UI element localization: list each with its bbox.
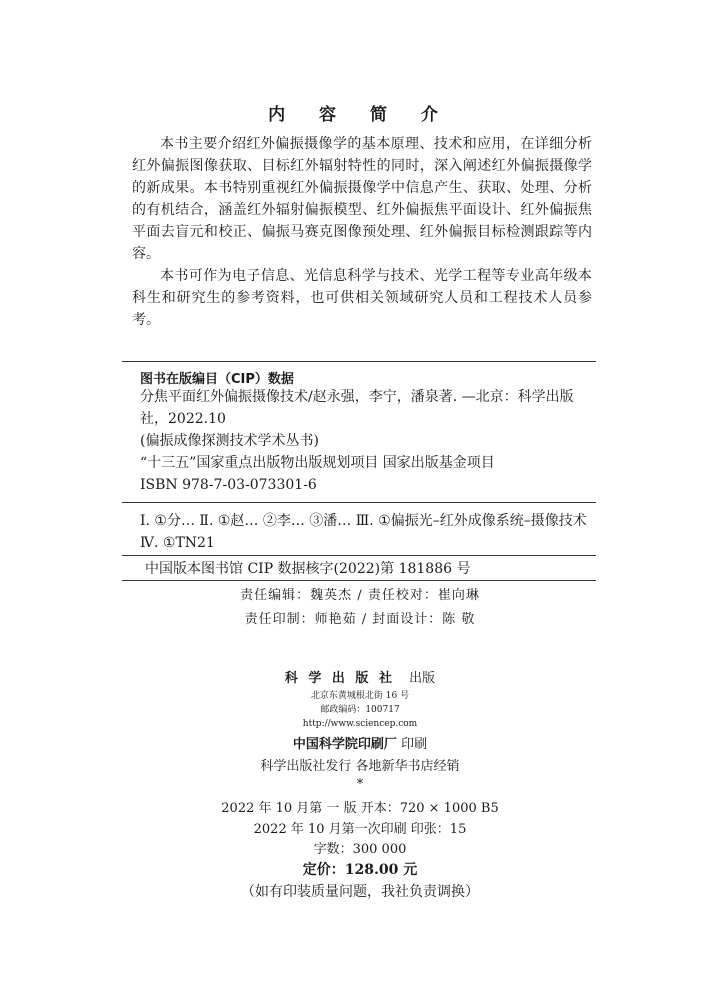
price-line: 定价：128.00 元 xyxy=(302,862,418,878)
printing-line: 2022 年 10 月第一次印刷 印张：15 xyxy=(253,822,467,837)
cip-series: (偏振成像探测技术学术丛书) xyxy=(140,433,319,449)
cip-bibliographic-line: 分焦平面红外偏振摄像技术/赵永强，李宁，潘泉著. —北京：科学出版社，2022.10 xyxy=(140,389,574,427)
cip-number: 中国版本图书馆 CIP 数据核字(2022)第 181886 号 xyxy=(145,561,471,577)
distribution-line: 科学出版社发行 各地新华书店经销 xyxy=(260,759,460,774)
cip-top-divider xyxy=(122,361,596,362)
cip-isbn: ISBN 978-7-03-073301-6 xyxy=(140,477,317,493)
printer-name: 中国科学院印刷厂 xyxy=(292,737,397,752)
intro-paragraph-1: 本书主要介绍红外偏振摄像学的基本原理、技术和应用，在详细分析红外偏振图像获取、目标红外辐射特性的同时，深入阐述红外偏振摄像学的新成果。本书特别重视红外偏振摄像学中信息产生、获取、处理、分析的有机结合，涵盖红外辐射偏振模型、红外偏振焦平面设计、红外偏振焦平面去盲元和校正、偏振马赛克图像预处理、红外偏振目标检测跟踪等内容。 xyxy=(132,136,592,262)
cip-classification: Ⅰ. ①分… Ⅱ. ①赵… ②李… ③潘… Ⅲ. ①偏振光–红外成像系统–摄像技术 Ⅳ. ①TN21 xyxy=(140,513,587,551)
intro-paragraph-2: 本书可作为电子信息、光信息科学与技术、光学工程等专业高年级本科生和研究生的参考资料，也可供相关领域研究人员和工程技术人员参考。 xyxy=(132,268,592,328)
cip-block xyxy=(140,386,590,496)
publisher-action: 出版 xyxy=(409,671,436,686)
publisher-postcode: 邮政编码：100717 xyxy=(320,705,400,715)
cip-project: “十三五”国家重点出版物出版规划项目 国家出版基金项目 xyxy=(140,455,495,471)
publisher-line xyxy=(0,667,720,686)
printer-action: 印刷 xyxy=(401,737,428,752)
page-title: 内 容 简 介 xyxy=(268,105,452,125)
publisher-address: 北京东黄城根北街 16 号 xyxy=(310,691,410,701)
printer-line xyxy=(0,733,720,752)
separator-star: * xyxy=(356,777,364,792)
cip-mid-divider xyxy=(122,502,596,503)
intro-section xyxy=(132,133,592,331)
quality-note: （如有印装质量问题，我社负责调换） xyxy=(241,884,479,900)
staff-editors: 责任编辑：魏英杰 / 责任校对：崔向琳 xyxy=(240,588,480,603)
staff-production: 责任印制：师艳茹 / 封面设计：陈 敬 xyxy=(244,612,476,627)
publisher-name: 科 学 出 版 社 xyxy=(284,671,395,686)
wordcount-line: 字数：300 000 xyxy=(313,842,407,857)
publisher-website: http://www.sciencep.com xyxy=(302,719,418,729)
cip-bottom-divider xyxy=(122,580,596,581)
edition-line: 2022 年 10 月第 一 版 开本：720 × 1000 B5 xyxy=(221,801,499,816)
cip-heading: 图书在版编目（CIP）数据 xyxy=(140,372,294,387)
cip-lower-divider xyxy=(122,555,596,556)
